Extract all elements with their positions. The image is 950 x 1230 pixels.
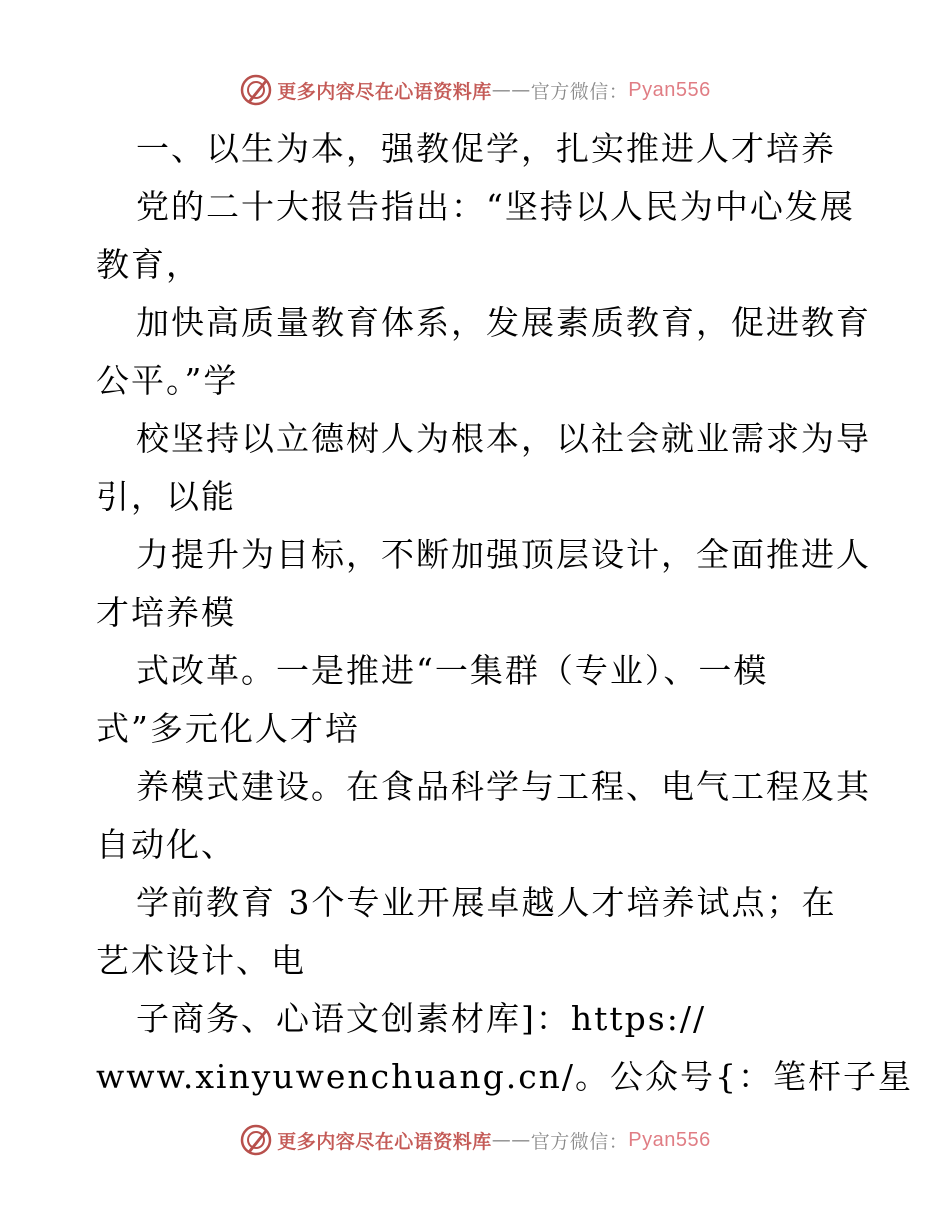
text-line: 教育， [96,245,201,284]
text-line: 子商务、心语文创素材库]：https:// [136,999,707,1038]
banner-wechat-handle: Pyan556 [628,78,711,101]
banner-wechat-label: 官方微信： [530,1130,629,1153]
quill-logo-icon [239,1123,273,1157]
text-line: 学前教育 3个专业开展卓越人才培养试点；在 [136,883,837,922]
text-line: 一、以生为本，强教促学，扎实推进人才培养 [136,129,836,168]
banner-dash: —— [491,1129,531,1151]
text-line: 才培养模 [96,593,236,632]
header-watermark-banner [0,70,950,110]
text-line: 式”多元化人才培 [96,709,360,748]
text-line: 养模式建设。在食品科学与工程、电气工程及其 [136,767,871,806]
text-line: 艺术设计、电 [96,941,306,980]
text-line: 力提升为目标，不断加强顶层设计，全面推进人 [136,535,871,574]
footer-watermark-banner [0,1120,950,1160]
text-line: 党的二十大报告指出：“坚持以人民为中心发展 [136,187,855,226]
banner-wechat-label: 官方微信： [530,80,629,103]
text-line: 式改革。一是推进“一集群（专业）、一模 [136,651,769,690]
banner-lead-text: 更多内容尽在心语资料库 [277,1130,492,1153]
document-body [96,120,914,1106]
text-line: 自动化、 [96,825,236,864]
banner-lead-text: 更多内容尽在心语资料库 [277,80,492,103]
text-line: www.xinyuwenchuang.cn/。公众号{：笔杆子星 [96,1057,914,1096]
text-line: 公平。”学 [96,361,239,400]
quill-logo-icon [239,73,273,107]
text-line: 加快高质量教育体系，发展素质教育，促进教育 [136,303,871,342]
text-line: 校坚持以立德树人为根本，以社会就业需求为导 [136,419,871,458]
banner-wechat-handle: Pyan556 [628,1128,711,1151]
banner-dash: —— [491,79,531,101]
text-line: 引，以能 [96,477,236,516]
